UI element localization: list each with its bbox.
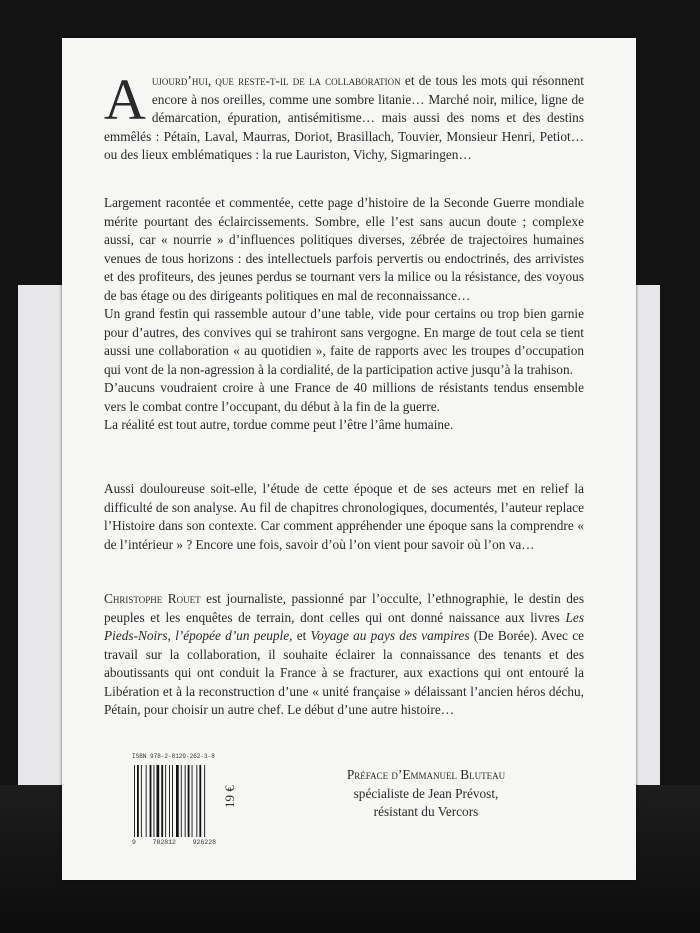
book-title: Voyage au pays des vampires	[310, 628, 470, 643]
author-text: (De Borée). Avec ce travail sur la collaboration, il souhaite éclairer la connaissance des tenants et des aboutissants qui ont conduit la France à se fracturer, aux exactions qui ont entouré la Libération et à la reconstruction d’une « unité française » délaissant l’ancien héros déchu, Pétain, pour choisir un autre chef. Le début d’une autre histoire…	[104, 628, 584, 717]
barcode-bars	[134, 765, 210, 837]
author-name: Christophe Rouet	[104, 591, 201, 606]
preface-lead: Préface d’Emmanuel Bluteau	[346, 767, 506, 782]
preface-credit	[320, 766, 532, 822]
author-paragraph	[104, 590, 584, 720]
drop-cap: A	[104, 67, 146, 132]
barcode-digit-group: 926228	[192, 839, 216, 846]
intro-text: et de tous les mots qui résonnent encore à nos oreilles, comme une sombre litanie… Marché noir, milice, ligne de démarcation, épuration, antisémitisme… mais aussi des noms et des destins emmêlés : Pétain, Laval, Maurras, Doriot, Brasillach, Touvier, Monsieur Henri, Petiot… ou des lieux emblématiques : la rue Lauriston, Vichy, Sigmaringen…	[104, 73, 584, 162]
barcode-digit-group: 9	[132, 839, 136, 846]
analysis-paragraph: Aussi douloureuse soit-elle, l’étude de cette époque et de ses acteurs met en relief la difficulté de son analyse. Au fil de chapitres chronologiques, documentés, l’auteur replace l’Histoire dans son contexte. Car comment appréhender une époque sans la comprendre « de l’intérieur » ? Encore une fois, savoir d’où l’on vient pour savoir où l’on va…	[104, 481, 584, 552]
middle-paragraph: La réalité est tout autre, tordue comme peut l’être l’âme humaine.	[104, 417, 454, 432]
intro-paragraph	[104, 67, 584, 165]
barcode	[132, 753, 216, 857]
barcode-digit-group: 782812	[152, 839, 176, 846]
preface-line: spécialiste de Jean Prévost,	[353, 785, 499, 801]
book-title: Les Pieds-Noirs, l’épopée d’un peuple,	[104, 609, 584, 643]
preface-line: résistant du Vercors	[373, 804, 479, 819]
middle-paragraph: Largement racontée et commentée, cette page d’histoire de la Seconde Guerre mondiale mérite pourtant des éclaircissements. Sombre, elle l’est sans aucun doute ; complexe aussi, car « nourrie » d’influences politiques diverses, zébrée de trajectoires humaines venues de tous horizons : des intellectuels parfois pervertis ou endoctrinés, des arrivistes et des profiteurs, des jeunes perdus se tournant vers la milice ou la résistance, des voyous de bas étage ou des dirigeants politiques en mal de reconnaissance…	[104, 195, 584, 303]
book-back-cover	[62, 38, 636, 880]
middle-section	[104, 194, 584, 435]
barcode-digits	[132, 839, 216, 846]
intro-lead: ujourd’hui, que reste-t-il de la collaboration	[151, 73, 401, 88]
middle-paragraph: D’aucuns voudraient croire à une France de 40 millions de résistants tendus ensemble vers le combat contre l’occupant, du début à la fin de la guerre.	[104, 380, 584, 414]
author-text: est journaliste, passionné par l’occulte, l’ethnographie, le destin des peuples et les enquêtes de terrain, dont celles qui ont donné naissance aux livres	[104, 591, 584, 625]
author-text: et	[292, 628, 311, 643]
price-label: 19 €	[222, 785, 237, 808]
isbn-number: ISBN 978-2-8129-262-3-8	[132, 753, 215, 760]
middle-paragraph: Un grand festin qui rassemble autour d’une table, vide pour certains ou trop bien garnie pour d’autres, des convives qui se trahiront sans vergogne. En marge de tout cela se tient aussi une collaboration « au quotidien », faite de rapports avec les troupes d’occupation qui vont de la non-agression à la cordialité, de la participation active jusqu’à la trahison.	[104, 306, 584, 377]
